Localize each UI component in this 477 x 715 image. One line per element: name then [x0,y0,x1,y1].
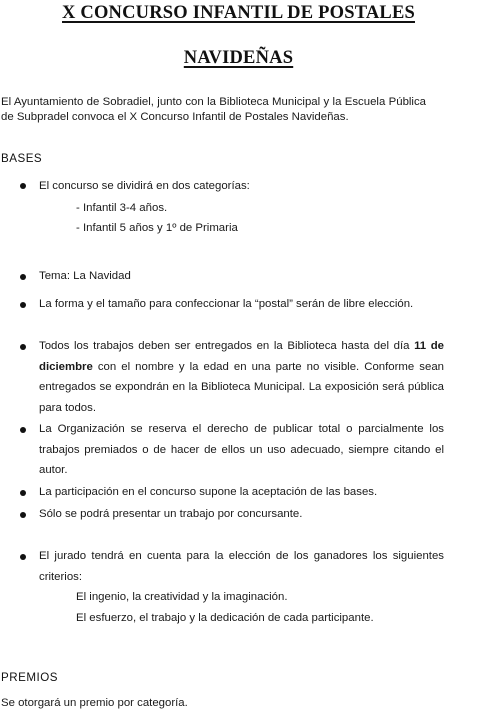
bullet-dot [20,274,26,280]
bullet-tema: Tema: La Navidad [39,270,131,282]
category-item: - Infantil 3-4 años. [76,202,168,214]
criterio-item: El ingenio, la creatividad y la imaginación. [76,591,288,603]
premios-text: Se otorgará un premio por categoría. [1,697,188,709]
entrega-text-end: con el nombre y la edad en una parte no visible. Conforme sean entregados se expondrán en la Biblioteca Municipal. La exposición será pública para todos. [39,360,444,414]
entrega-text-start: Todos los trabajos deben ser entregados en la Biblioteca hasta del día [39,340,415,352]
bullet-jurado: El jurado tendrá en cuenta para la elección de los ganadores los siguientes criterios: [39,550,444,583]
intro-paragraph: El Ayuntamiento de Sobradiel, junto con la Biblioteca Municipal y la Escuela Pública de Subpradel convoca el X Concurso Infantil de Postales Navideñas. [1,96,426,123]
bullet-dot [20,344,26,350]
title-line-2: NAVIDEÑAS [183,48,294,68]
premios-heading: PREMIOS [1,671,58,684]
category-item: - Infantil 5 años y 1º de Primaria [76,222,238,234]
document-title [0,3,477,24]
bullet-categories: El concurso se dividirá en dos categorías: [39,180,250,192]
bullet-dot [20,490,26,496]
bullet-dot [20,183,26,189]
title-line-1: X CONCURSO INFANTIL DE POSTALES [62,3,415,23]
bullet-dot [20,512,26,518]
document-title-continued [0,48,477,69]
bullet-dot [20,427,26,433]
bullet-entrega [39,336,444,418]
bullet-dot [20,302,26,308]
bullet-organizacion: La Organización se reserva el derecho de publicar total o parcialmente los trabajos premiados o de hacer de ellos un uso adecuado, siempre citando el autor. [39,423,444,476]
bases-heading: BASES [1,152,43,165]
criterio-item: El esfuerzo, el trabajo y la dedicación de cada participante. [76,612,374,624]
entrega-date: 11 de diciembre [39,340,445,373]
bullet-participacion: La participación en el concurso supone la aceptación de las bases. [39,486,378,498]
bullet-solo: Sólo se podrá presentar un trabajo por concursante. [39,508,303,520]
bullet-forma: La forma y el tamaño para confeccionar la “postal” serán de libre elección. [39,298,414,310]
bullet-dot [20,554,26,560]
